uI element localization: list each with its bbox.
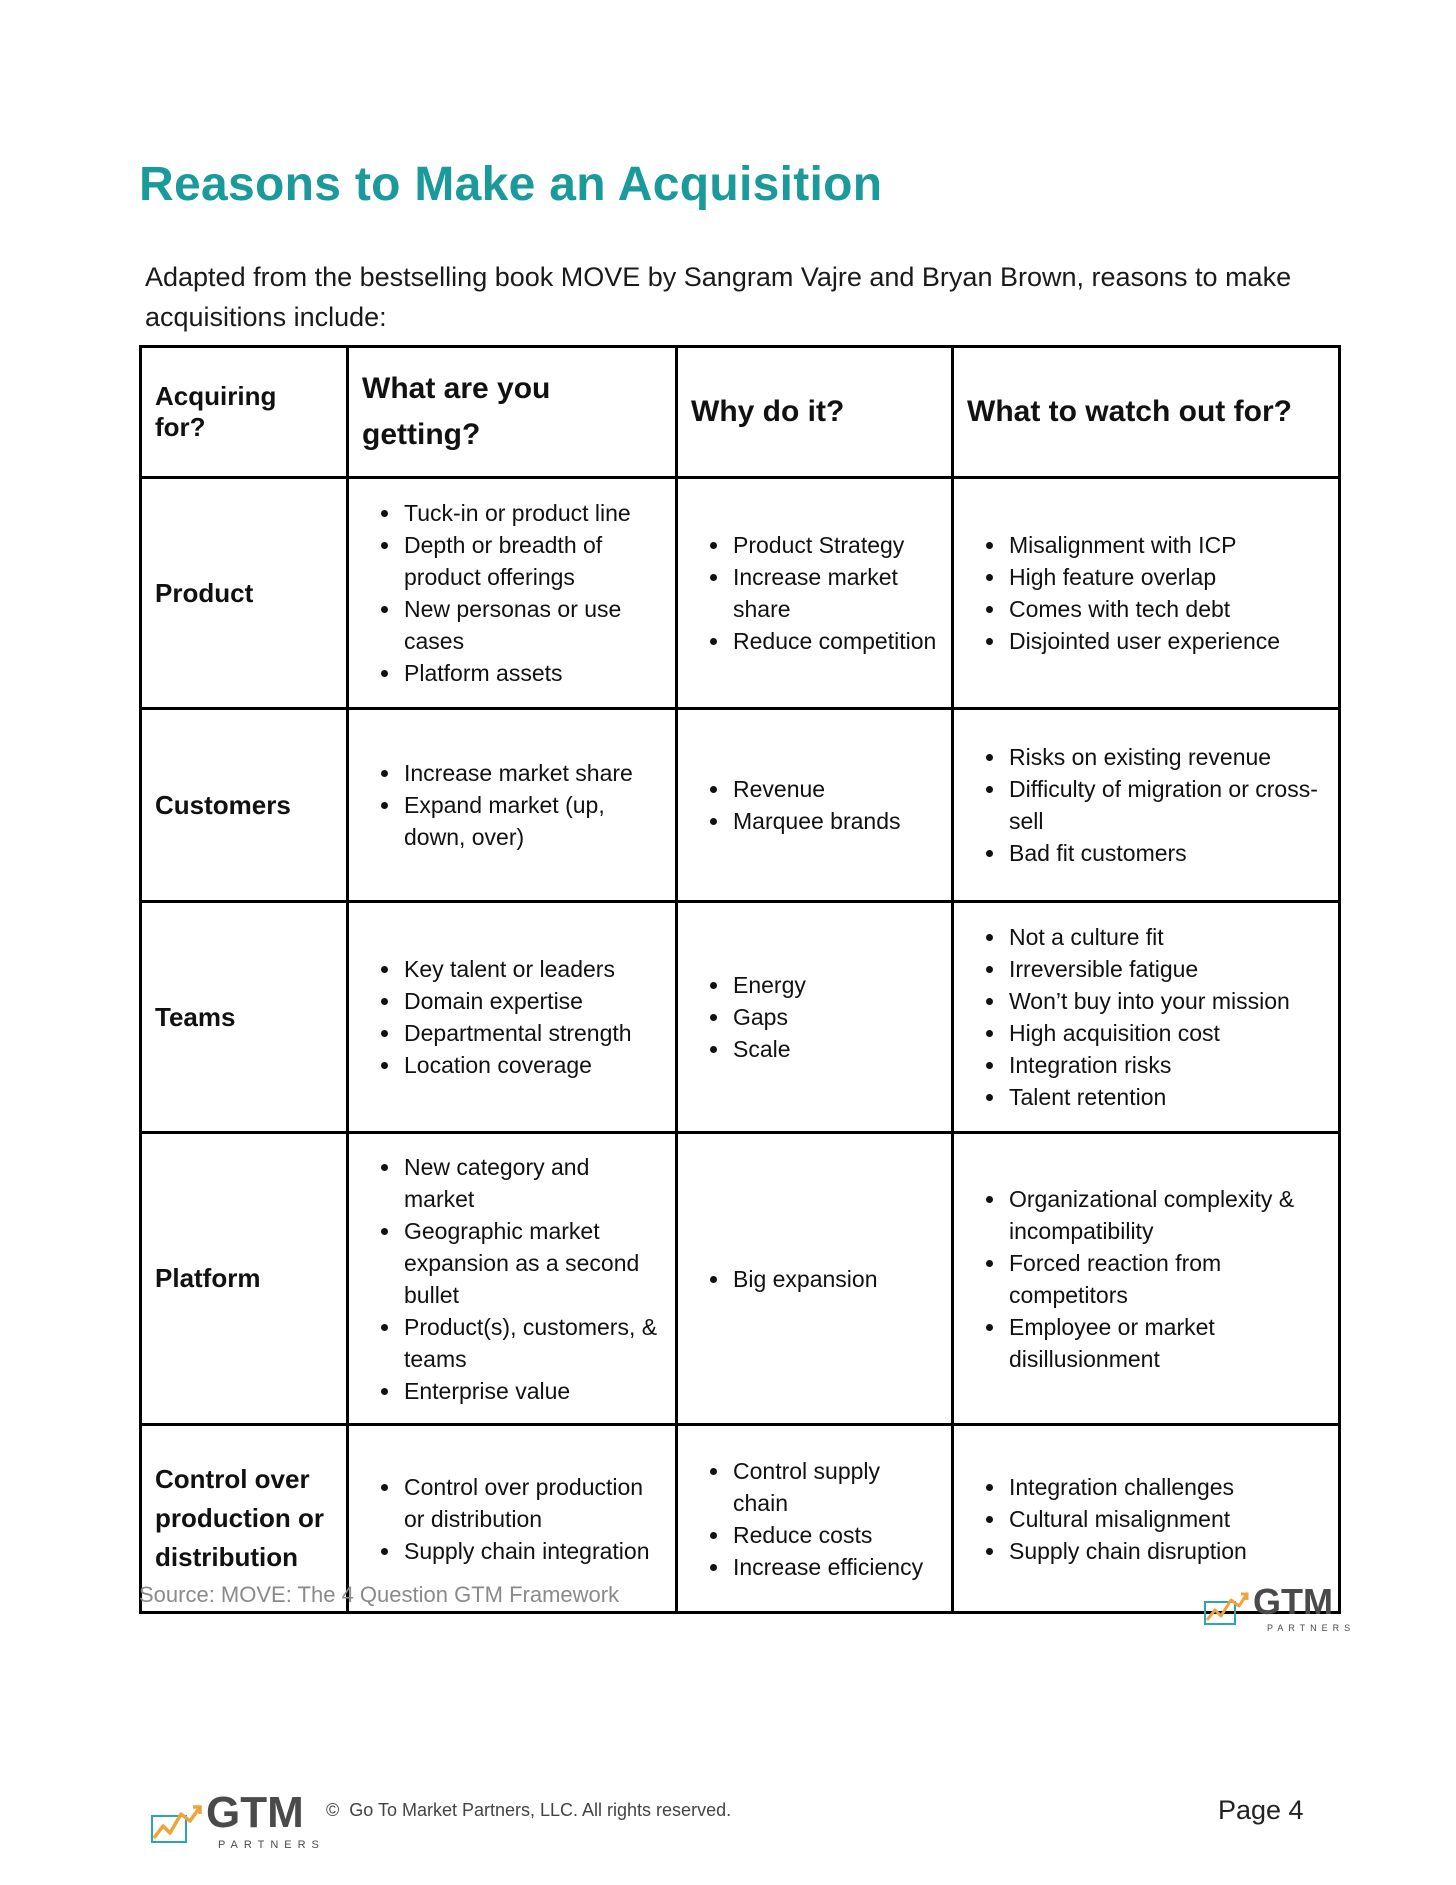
list-item: • Supply chain integration <box>402 1535 663 1567</box>
logo-wordmark: GTM <box>1253 1581 1333 1622</box>
list-item: • Cultural misalignment <box>1007 1503 1326 1535</box>
watch-cell <box>953 902 1340 1133</box>
list-item: • High acquisition cost <box>1007 1017 1326 1049</box>
why-cell <box>677 1425 953 1613</box>
table-header-row <box>141 347 1340 478</box>
list-item: • Revenue <box>731 773 939 805</box>
list-item: • Integration risks <box>1007 1049 1326 1081</box>
list-item: • Difficulty of migration or cross-sell <box>1007 773 1326 837</box>
table-row-platform <box>141 1133 1340 1425</box>
list-item: • Supply chain disruption <box>1007 1535 1326 1567</box>
list-item: • New category and market <box>402 1151 663 1215</box>
why-list <box>691 969 939 1065</box>
why-cell <box>677 709 953 902</box>
header-why: Why do it? <box>677 347 953 478</box>
list-item: • Gaps <box>731 1001 939 1033</box>
why-list <box>691 1455 939 1583</box>
list-item: • Scale <box>731 1033 939 1065</box>
getting-cell <box>348 709 677 902</box>
row-label: Platform <box>141 1133 348 1425</box>
list-item: • Departmental strength <box>402 1017 663 1049</box>
list-item: • Expand market (up, down, over) <box>402 789 663 853</box>
list-item: • Control supply chain <box>731 1455 939 1519</box>
gtm-logo-small <box>1203 1581 1356 1633</box>
list-item: • Reduce competition <box>731 625 939 657</box>
getting-cell <box>348 1133 677 1425</box>
list-item: • Depth or breadth of product offerings <box>402 529 663 593</box>
list-item: • Energy <box>731 969 939 1001</box>
getting-list <box>362 757 663 853</box>
list-item: • Domain expertise <box>402 985 663 1017</box>
why-cell <box>677 902 953 1133</box>
growth-chart-icon <box>150 1802 202 1851</box>
why-list <box>691 773 939 837</box>
getting-list <box>362 1471 663 1567</box>
list-item: • Geographic market expansion as a second bullet <box>402 1215 663 1311</box>
why-cell <box>677 1133 953 1425</box>
page-title: Reasons to Make an Acquisition <box>139 158 883 212</box>
list-item: • Big expansion <box>731 1263 939 1295</box>
list-item: • Forced reaction from competitors <box>1007 1247 1326 1311</box>
copyright-symbol: © <box>326 1800 340 1820</box>
list-item: • Tuck-in or product line <box>402 497 663 529</box>
list-item: • Bad fit customers <box>1007 837 1326 869</box>
copyright-notice <box>326 1800 731 1821</box>
watch-list <box>967 921 1326 1113</box>
why-list <box>691 529 939 657</box>
list-item: • High feature overlap <box>1007 561 1326 593</box>
header-what-getting: What are you getting? <box>348 347 677 478</box>
list-item: • Talent retention <box>1007 1081 1326 1113</box>
row-label: Customers <box>141 709 348 902</box>
getting-cell <box>348 478 677 709</box>
header-watch-out: What to watch out for? <box>953 347 1340 478</box>
why-cell <box>677 478 953 709</box>
logo-subtitle: PARTNERS <box>218 1839 325 1851</box>
list-item: • Platform assets <box>402 657 663 689</box>
list-item: • Organizational complexity & incompatibility <box>1007 1183 1326 1247</box>
getting-list <box>362 1151 663 1407</box>
watch-list <box>967 741 1326 869</box>
watch-list <box>967 1471 1326 1567</box>
getting-cell <box>348 902 677 1133</box>
intro-paragraph: Adapted from the bestselling book MOVE by Sangram Vajre and Bryan Brown, reasons to make acquisitions include: <box>145 262 1292 332</box>
acquisition-table <box>139 345 1341 1614</box>
list-item: • Marquee brands <box>731 805 939 837</box>
list-item: • Not a culture fit <box>1007 921 1326 953</box>
list-item: • Key talent or leaders <box>402 953 663 985</box>
list-item: • Risks on existing revenue <box>1007 741 1326 773</box>
list-item: • Disjointed user experience <box>1007 625 1326 657</box>
list-item: • Irreversible fatigue <box>1007 953 1326 985</box>
logo-subtitle: PARTNERS <box>1267 1623 1356 1633</box>
logo-wordmark: GTM <box>206 1788 304 1837</box>
list-item: • Increase market share <box>402 757 663 789</box>
watch-cell <box>953 1133 1340 1425</box>
row-label: Teams <box>141 902 348 1133</box>
table-row-product <box>141 478 1340 709</box>
getting-list <box>362 953 663 1081</box>
why-list <box>691 1263 939 1295</box>
watch-list <box>967 1183 1326 1375</box>
table-row-customers <box>141 709 1340 902</box>
watch-cell <box>953 709 1340 902</box>
list-item: • Enterprise value <box>402 1375 663 1407</box>
list-item: • Increase market share <box>731 561 939 625</box>
list-item: • Product(s), customers, & teams <box>402 1311 663 1375</box>
list-item: • Location coverage <box>402 1049 663 1081</box>
watch-cell <box>953 478 1340 709</box>
list-item: • Misalignment with ICP <box>1007 529 1326 561</box>
row-label: Control over production or distribution <box>141 1425 348 1613</box>
table-row-teams <box>141 902 1340 1133</box>
list-item: • Employee or market disillusionment <box>1007 1311 1326 1375</box>
source-note: Source: MOVE: The 4 Question GTM Framework <box>139 1582 620 1607</box>
gtm-logo-footer <box>150 1788 325 1851</box>
list-item: • Control over production or distribution <box>402 1471 663 1535</box>
page-number: Page 4 <box>1218 1795 1304 1825</box>
row-label: Product <box>141 478 348 709</box>
list-item: • Comes with tech debt <box>1007 593 1326 625</box>
watch-list <box>967 529 1326 657</box>
copyright-text: Go To Market Partners, LLC. All rights reserved. <box>349 1800 732 1820</box>
list-item: • Product Strategy <box>731 529 939 561</box>
growth-chart-icon <box>1203 1590 1249 1633</box>
list-item: • Integration challenges <box>1007 1471 1326 1503</box>
list-item: • Increase efficiency <box>731 1551 939 1583</box>
list-item: • New personas or use cases <box>402 593 663 657</box>
list-item: • Won’t buy into your mission <box>1007 985 1326 1017</box>
header-acquiring-for: Acquiring for? <box>141 347 348 478</box>
getting-list <box>362 497 663 689</box>
list-item: • Reduce costs <box>731 1519 939 1551</box>
